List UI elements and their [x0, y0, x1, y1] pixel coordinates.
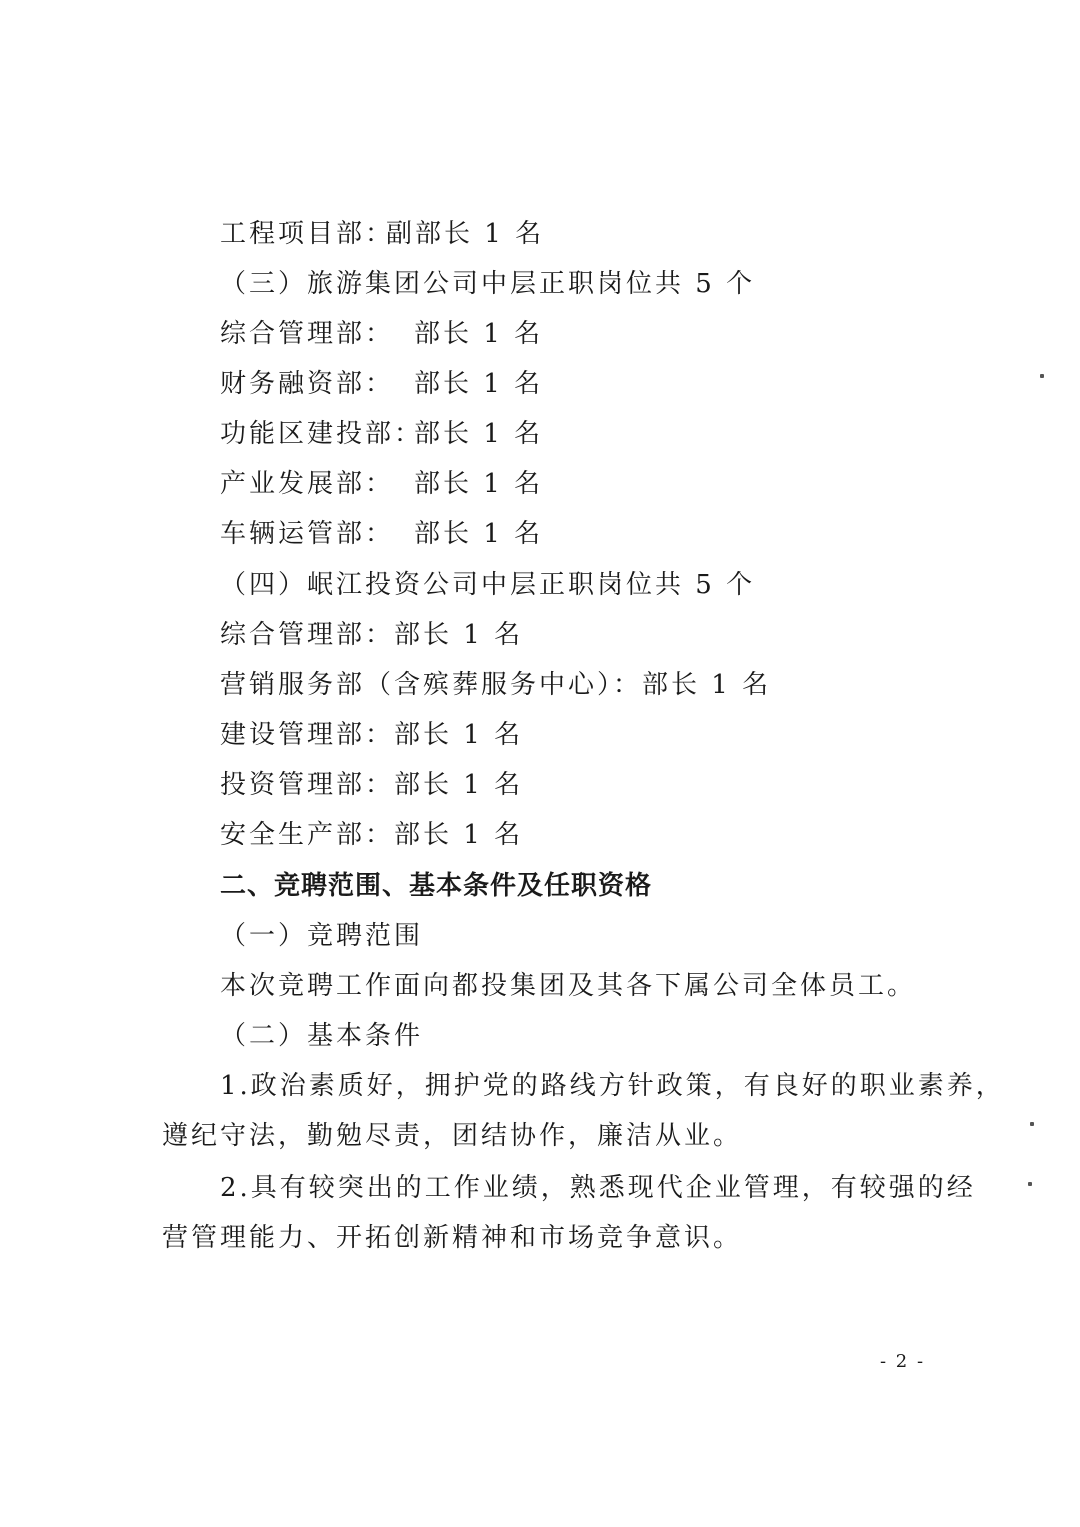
page-number: - 2 - — [880, 1351, 926, 1372]
subheading-basic-conditions: （二）基本条件 — [220, 1021, 424, 1051]
role-quota: 部长 1 名 — [414, 469, 544, 499]
subheading-scope: （一）竞聘范围 — [220, 921, 424, 951]
role-quota: 部长 1 名 — [414, 419, 544, 449]
paragraph-condition-1-line-1: 1.政治素质好，拥护党的路线方针政策，有良好的职业素养， — [220, 1071, 1005, 1101]
line-construction-dept: 建设管理部：部长 1 名 — [220, 720, 524, 750]
scan-speck — [1028, 1182, 1032, 1186]
scan-speck — [1030, 1122, 1034, 1126]
subheading-tourism-group: （三）旅游集团公司中层正职岗位共 5 个 — [220, 269, 756, 299]
paragraph-condition-2-line-1: 2.具有较突出的工作业绩，熟悉现代企业管理，有较强的经 — [220, 1173, 976, 1203]
scan-speck — [1040, 374, 1044, 378]
role-quota: 副部长 1 名 — [386, 219, 545, 249]
paragraph-scope: 本次竞聘工作面向都投集团及其各下属公司全体员工。 — [220, 971, 917, 1001]
role-quota: 部长 1 名 — [414, 319, 544, 349]
dept-name: 产业发展部： — [220, 469, 395, 499]
subheading-minjiang-investment: （四）岷江投资公司中层正职岗位共 5 个 — [220, 570, 756, 600]
dept-name: 财务融资部： — [220, 369, 395, 399]
dept-name: 工程项目部： — [220, 219, 395, 249]
dept-name: 车辆运管部： — [220, 519, 395, 549]
line-investment-dept: 投资管理部：部长 1 名 — [220, 770, 524, 800]
role-quota: 部长 1 名 — [414, 519, 544, 549]
line-general-mgmt-dept-2: 综合管理部：部长 1 名 — [220, 620, 524, 650]
line-marketing-dept: 营销服务部（含殡葬服务中心）：部长 1 名 — [220, 670, 772, 700]
dept-name: 综合管理部： — [220, 319, 395, 349]
paragraph-condition-1-line-2: 遵纪守法，勤勉尽责，团结协作，廉洁从业。 — [162, 1121, 743, 1151]
dept-name: 功能区建投部： — [220, 419, 424, 449]
paragraph-condition-2-line-2: 营管理能力、开拓创新精神和市场竞争意识。 — [162, 1223, 743, 1253]
role-quota: 部长 1 名 — [414, 369, 544, 399]
section-heading-scope: 二、竞聘范围、基本条件及任职资格 — [220, 871, 653, 901]
line-safety-dept: 安全生产部：部长 1 名 — [220, 820, 524, 850]
